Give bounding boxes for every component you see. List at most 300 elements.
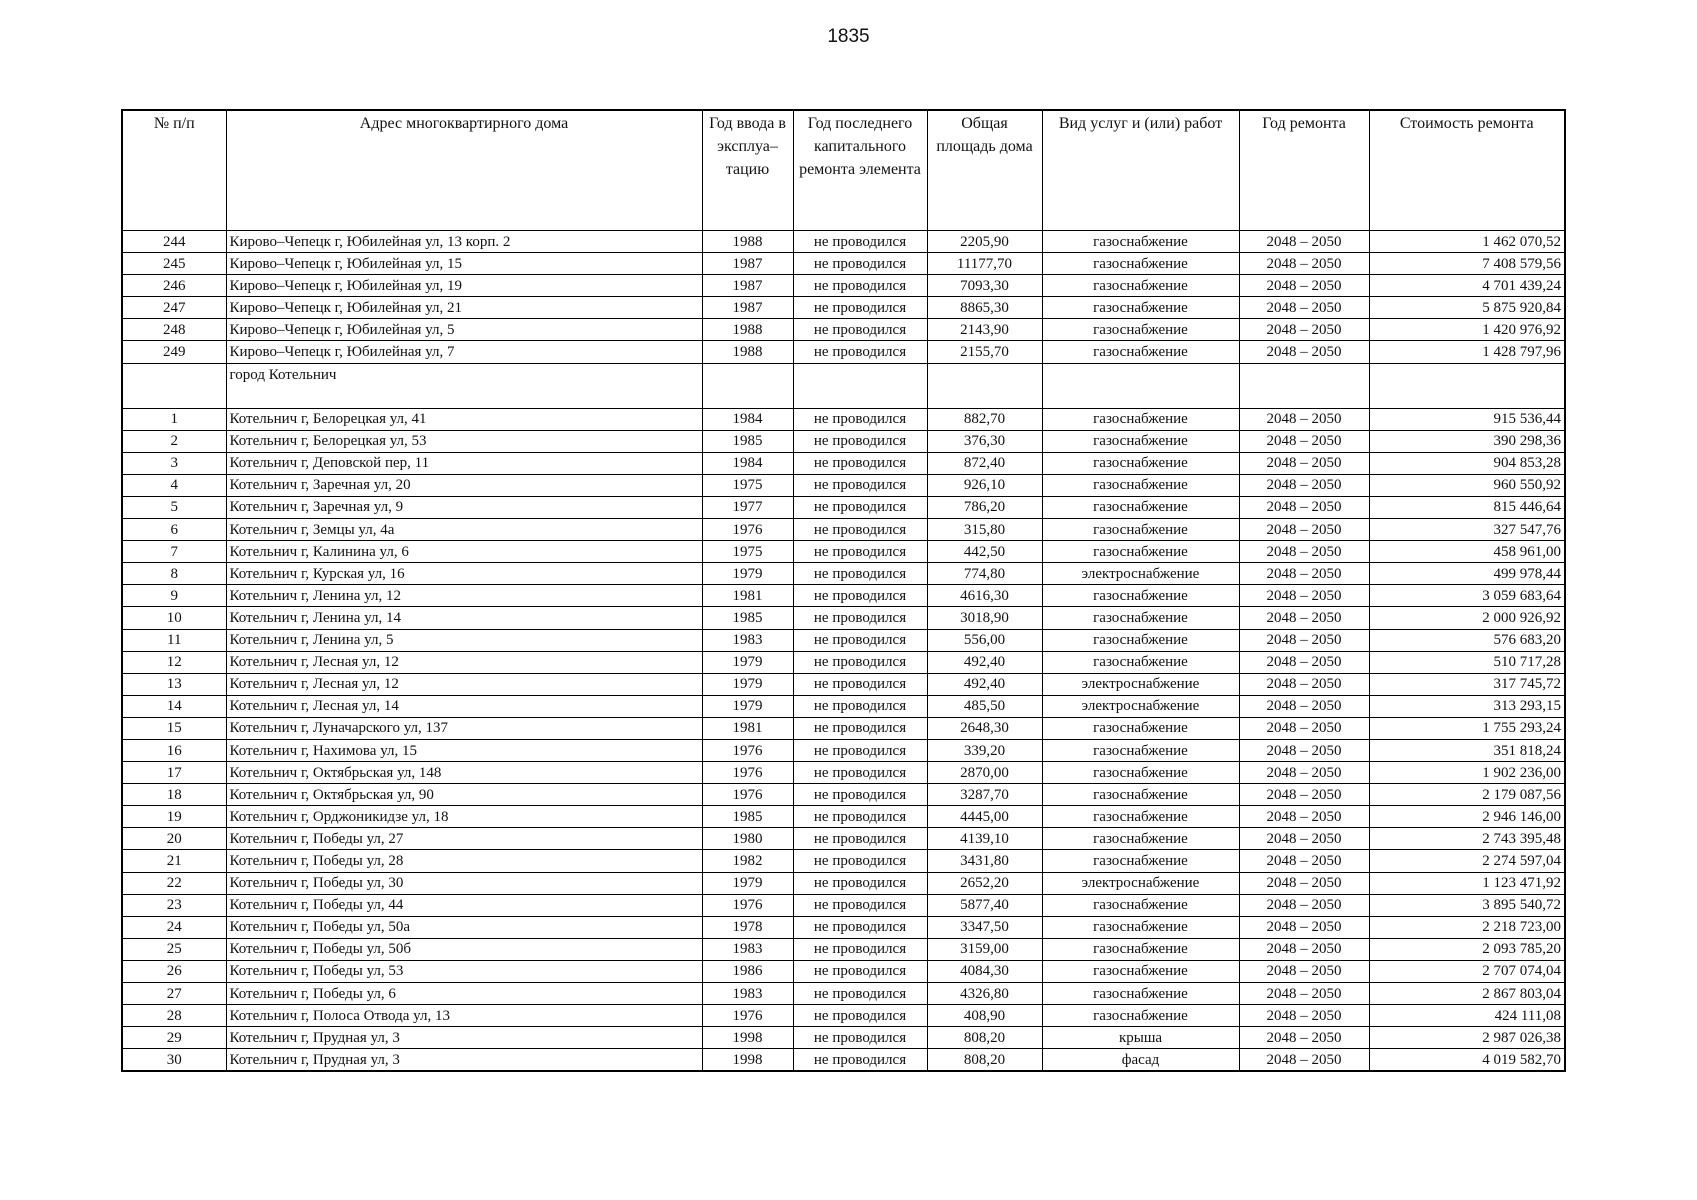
- cell-year-built: 1983: [702, 629, 793, 651]
- cell-num: 23: [122, 894, 226, 916]
- cell-last-repair: не проводился: [793, 695, 927, 717]
- cell-num: 9: [122, 585, 226, 607]
- cell-repair-period: 2048 – 2050: [1239, 563, 1369, 585]
- cell-last-repair: не проводился: [793, 784, 927, 806]
- table-row: [122, 629, 1565, 651]
- cell-area: 786,20: [927, 496, 1042, 518]
- table-body-after: [122, 408, 1565, 1071]
- table-row: [122, 828, 1565, 850]
- cell-year-built: 1979: [702, 673, 793, 695]
- cell-repair-period: 2048 – 2050: [1239, 496, 1369, 518]
- cell-num: 28: [122, 1005, 226, 1027]
- table-row: [122, 717, 1565, 739]
- table-row: [122, 297, 1565, 319]
- cell-last-repair: не проводился: [793, 894, 927, 916]
- cell-year-built: 1976: [702, 894, 793, 916]
- table-row: [122, 408, 1565, 430]
- cell-cost: 2 946 146,00: [1369, 806, 1565, 828]
- cell-cost: 2 987 026,38: [1369, 1027, 1565, 1049]
- cell-service: газоснабжение: [1042, 275, 1239, 297]
- cell-repair-period: 2048 – 2050: [1239, 695, 1369, 717]
- cell-service: газоснабжение: [1042, 585, 1239, 607]
- cell-year-built: 1976: [702, 1005, 793, 1027]
- section-cell: [927, 363, 1042, 408]
- table-row: [122, 519, 1565, 541]
- cell-last-repair: не проводился: [793, 430, 927, 452]
- cell-area: 3159,00: [927, 938, 1042, 960]
- table-row: [122, 430, 1565, 452]
- table-row: [122, 894, 1565, 916]
- cell-year-built: 1979: [702, 872, 793, 894]
- cell-cost: 458 961,00: [1369, 541, 1565, 563]
- cell-address: Котельнич г, Октябрьская ул, 148: [226, 762, 702, 784]
- cell-repair-period: 2048 – 2050: [1239, 541, 1369, 563]
- cell-address: Котельнич г, Орджоникидзе ул, 18: [226, 806, 702, 828]
- cell-last-repair: не проводился: [793, 253, 927, 275]
- cell-repair-period: 2048 – 2050: [1239, 319, 1369, 341]
- cell-service: газоснабжение: [1042, 319, 1239, 341]
- cell-cost: 1 755 293,24: [1369, 717, 1565, 739]
- table-row: [122, 850, 1565, 872]
- cell-area: 3018,90: [927, 607, 1042, 629]
- cell-service: газоснабжение: [1042, 762, 1239, 784]
- cell-area: 5877,40: [927, 894, 1042, 916]
- cell-service: газоснабжение: [1042, 474, 1239, 496]
- cell-service: газоснабжение: [1042, 651, 1239, 673]
- table-row: [122, 319, 1565, 341]
- cell-address: Котельнич г, Победы ул, 53: [226, 960, 702, 982]
- cell-last-repair: не проводился: [793, 938, 927, 960]
- cell-cost: 327 547,76: [1369, 519, 1565, 541]
- cell-area: 442,50: [927, 541, 1042, 563]
- cell-repair-period: 2048 – 2050: [1239, 297, 1369, 319]
- cell-area: 2870,00: [927, 762, 1042, 784]
- cell-address: Котельнич г, Победы ул, 50а: [226, 916, 702, 938]
- cell-area: 4445,00: [927, 806, 1042, 828]
- cell-service: газоснабжение: [1042, 607, 1239, 629]
- cell-last-repair: не проводился: [793, 585, 927, 607]
- cell-cost: 351 818,24: [1369, 739, 1565, 761]
- cell-service: газоснабжение: [1042, 496, 1239, 518]
- cell-last-repair: не проводился: [793, 541, 927, 563]
- cell-repair-period: 2048 – 2050: [1239, 828, 1369, 850]
- cell-last-repair: не проводился: [793, 673, 927, 695]
- cell-area: 872,40: [927, 452, 1042, 474]
- cell-cost: 1 428 797,96: [1369, 341, 1565, 363]
- cell-last-repair: не проводился: [793, 916, 927, 938]
- cell-repair-period: 2048 – 2050: [1239, 341, 1369, 363]
- cell-repair-period: 2048 – 2050: [1239, 850, 1369, 872]
- cell-year-built: 1988: [702, 231, 793, 253]
- cell-area: 2205,90: [927, 231, 1042, 253]
- cell-area: 4326,80: [927, 983, 1042, 1005]
- cell-last-repair: не проводился: [793, 717, 927, 739]
- cell-area: 4616,30: [927, 585, 1042, 607]
- cell-last-repair: не проводился: [793, 231, 927, 253]
- cell-repair-period: 2048 – 2050: [1239, 275, 1369, 297]
- cell-num: 20: [122, 828, 226, 850]
- cell-address: Кирово–Чепецк г, Юбилейная ул, 13 корп. 2: [226, 231, 702, 253]
- cell-repair-period: 2048 – 2050: [1239, 784, 1369, 806]
- cell-num: 16: [122, 739, 226, 761]
- section-row: [122, 363, 1565, 408]
- cell-num: 19: [122, 806, 226, 828]
- header-service: Вид услуг и (или) работ: [1042, 110, 1239, 231]
- cell-cost: 2 000 926,92: [1369, 607, 1565, 629]
- cell-repair-period: 2048 – 2050: [1239, 983, 1369, 1005]
- cell-repair-period: 2048 – 2050: [1239, 519, 1369, 541]
- cell-area: 882,70: [927, 408, 1042, 430]
- cell-address: Котельнич г, Нахимова ул, 15: [226, 739, 702, 761]
- cell-num: 248: [122, 319, 226, 341]
- cell-num: 2: [122, 430, 226, 452]
- cell-year-built: 1982: [702, 850, 793, 872]
- cell-cost: 2 743 395,48: [1369, 828, 1565, 850]
- cell-cost: 424 111,08: [1369, 1005, 1565, 1027]
- cell-repair-period: 2048 – 2050: [1239, 253, 1369, 275]
- header-repair-period: Год ремонта: [1239, 110, 1369, 231]
- cell-service: газоснабжение: [1042, 452, 1239, 474]
- cell-cost: 510 717,28: [1369, 651, 1565, 673]
- cell-address: Котельнич г, Лесная ул, 12: [226, 651, 702, 673]
- cell-last-repair: не проводился: [793, 341, 927, 363]
- cell-last-repair: не проводился: [793, 806, 927, 828]
- cell-service: газоснабжение: [1042, 430, 1239, 452]
- cell-last-repair: не проводился: [793, 1049, 927, 1072]
- cell-year-built: 1981: [702, 717, 793, 739]
- cell-area: 3431,80: [927, 850, 1042, 872]
- cell-num: 8: [122, 563, 226, 585]
- table-row: [122, 231, 1565, 253]
- section-body: [122, 363, 1565, 408]
- cell-cost: 3 059 683,64: [1369, 585, 1565, 607]
- cell-year-built: 1976: [702, 739, 793, 761]
- cell-service: газоснабжение: [1042, 1005, 1239, 1027]
- table-row: [122, 496, 1565, 518]
- cell-address: Котельнич г, Октябрьская ул, 90: [226, 784, 702, 806]
- cell-num: 246: [122, 275, 226, 297]
- page-number: 1835: [827, 26, 870, 47]
- cell-area: 376,30: [927, 430, 1042, 452]
- cell-repair-period: 2048 – 2050: [1239, 474, 1369, 496]
- cell-area: 4084,30: [927, 960, 1042, 982]
- cell-service: газоснабжение: [1042, 850, 1239, 872]
- cell-last-repair: не проводился: [793, 297, 927, 319]
- cell-num: 12: [122, 651, 226, 673]
- cell-service: газоснабжение: [1042, 916, 1239, 938]
- cell-num: 22: [122, 872, 226, 894]
- table-row: [122, 960, 1565, 982]
- cell-area: 808,20: [927, 1049, 1042, 1072]
- cell-area: 8865,30: [927, 297, 1042, 319]
- cell-area: 7093,30: [927, 275, 1042, 297]
- header-address: Адрес многоквартирного дома: [226, 110, 702, 231]
- cell-year-built: 1984: [702, 408, 793, 430]
- cell-area: 808,20: [927, 1027, 1042, 1049]
- cell-area: 2155,70: [927, 341, 1042, 363]
- cell-service: газоснабжение: [1042, 519, 1239, 541]
- cell-repair-period: 2048 – 2050: [1239, 960, 1369, 982]
- cell-area: 485,50: [927, 695, 1042, 717]
- cell-last-repair: не проводился: [793, 275, 927, 297]
- cell-num: 13: [122, 673, 226, 695]
- table-row: [122, 1027, 1565, 1049]
- cell-service: электроснабжение: [1042, 673, 1239, 695]
- section-title: город Котельнич: [226, 363, 702, 408]
- cell-service: фасад: [1042, 1049, 1239, 1072]
- cell-num: 29: [122, 1027, 226, 1049]
- cell-year-built: 1983: [702, 983, 793, 1005]
- cell-repair-period: 2048 – 2050: [1239, 607, 1369, 629]
- cell-num: 21: [122, 850, 226, 872]
- cell-service: газоснабжение: [1042, 806, 1239, 828]
- cell-num: 24: [122, 916, 226, 938]
- cell-cost: 1 902 236,00: [1369, 762, 1565, 784]
- cell-last-repair: не проводился: [793, 872, 927, 894]
- cell-address: Котельнич г, Победы ул, 6: [226, 983, 702, 1005]
- cell-repair-period: 2048 – 2050: [1239, 894, 1369, 916]
- cell-service: газоснабжение: [1042, 828, 1239, 850]
- section-cell: [702, 363, 793, 408]
- cell-last-repair: не проводился: [793, 474, 927, 496]
- cell-service: газоснабжение: [1042, 253, 1239, 275]
- cell-num: 244: [122, 231, 226, 253]
- cell-last-repair: не проводился: [793, 651, 927, 673]
- cell-year-built: 1998: [702, 1027, 793, 1049]
- cell-area: 2652,20: [927, 872, 1042, 894]
- cell-cost: 2 274 597,04: [1369, 850, 1565, 872]
- cell-last-repair: не проводился: [793, 496, 927, 518]
- cell-repair-period: 2048 – 2050: [1239, 673, 1369, 695]
- cell-cost: 1 462 070,52: [1369, 231, 1565, 253]
- cell-num: 25: [122, 938, 226, 960]
- cell-num: 3: [122, 452, 226, 474]
- cell-address: Кирово–Чепецк г, Юбилейная ул, 15: [226, 253, 702, 275]
- cell-address: Котельнич г, Белорецкая ул, 41: [226, 408, 702, 430]
- cell-repair-period: 2048 – 2050: [1239, 762, 1369, 784]
- table-row: [122, 1049, 1565, 1072]
- cell-address: Котельнич г, Белорецкая ул, 53: [226, 430, 702, 452]
- cell-address: Котельнич г, Победы ул, 28: [226, 850, 702, 872]
- cell-area: 11177,70: [927, 253, 1042, 275]
- section-cell: [1042, 363, 1239, 408]
- cell-address: Котельнич г, Заречная ул, 9: [226, 496, 702, 518]
- cell-address: Кирово–Чепецк г, Юбилейная ул, 7: [226, 341, 702, 363]
- cell-address: Котельнич г, Заречная ул, 20: [226, 474, 702, 496]
- cell-address: Котельнич г, Победы ул, 44: [226, 894, 702, 916]
- cell-service: электроснабжение: [1042, 872, 1239, 894]
- cell-last-repair: не проводился: [793, 408, 927, 430]
- cell-repair-period: 2048 – 2050: [1239, 430, 1369, 452]
- cell-address: Котельнич г, Лесная ул, 12: [226, 673, 702, 695]
- cell-service: газоснабжение: [1042, 739, 1239, 761]
- cell-last-repair: не проводился: [793, 960, 927, 982]
- cell-repair-period: 2048 – 2050: [1239, 1027, 1369, 1049]
- cell-repair-period: 2048 – 2050: [1239, 872, 1369, 894]
- cell-last-repair: не проводился: [793, 452, 927, 474]
- cell-year-built: 1976: [702, 762, 793, 784]
- cell-year-built: 1986: [702, 960, 793, 982]
- cell-area: 774,80: [927, 563, 1042, 585]
- cell-year-built: 1998: [702, 1049, 793, 1072]
- table-row: [122, 253, 1565, 275]
- cell-service: крыша: [1042, 1027, 1239, 1049]
- table-row: [122, 983, 1565, 1005]
- cell-address: Котельнич г, Курская ул, 16: [226, 563, 702, 585]
- table-row: [122, 872, 1565, 894]
- section-cell: [793, 363, 927, 408]
- header-area: Общая площадь дома: [927, 110, 1042, 231]
- cell-cost: 1 123 471,92: [1369, 872, 1565, 894]
- cell-service: газоснабжение: [1042, 408, 1239, 430]
- table-body-before: [122, 231, 1565, 364]
- cell-area: 3287,70: [927, 784, 1042, 806]
- cell-service: электроснабжение: [1042, 563, 1239, 585]
- table-row: [122, 695, 1565, 717]
- cell-address: Котельнич г, Победы ул, 27: [226, 828, 702, 850]
- cell-service: газоснабжение: [1042, 717, 1239, 739]
- cell-last-repair: не проводился: [793, 629, 927, 651]
- cell-last-repair: не проводился: [793, 319, 927, 341]
- cell-cost: 815 446,64: [1369, 496, 1565, 518]
- cell-repair-period: 2048 – 2050: [1239, 651, 1369, 673]
- cell-num: 247: [122, 297, 226, 319]
- section-cell-num: [122, 363, 226, 408]
- cell-address: Котельнич г, Земцы ул, 4а: [226, 519, 702, 541]
- cell-year-built: 1975: [702, 474, 793, 496]
- cell-year-built: 1985: [702, 806, 793, 828]
- cell-num: 4: [122, 474, 226, 496]
- cell-year-built: 1979: [702, 695, 793, 717]
- cell-last-repair: не проводился: [793, 519, 927, 541]
- table-row: [122, 651, 1565, 673]
- cell-service: газоснабжение: [1042, 541, 1239, 563]
- cell-year-built: 1976: [702, 519, 793, 541]
- table-row: [122, 275, 1565, 297]
- cell-num: 17: [122, 762, 226, 784]
- cell-repair-period: 2048 – 2050: [1239, 916, 1369, 938]
- cell-cost: 2 218 723,00: [1369, 916, 1565, 938]
- cell-year-built: 1976: [702, 784, 793, 806]
- cell-num: 5: [122, 496, 226, 518]
- cell-last-repair: не проводился: [793, 1027, 927, 1049]
- cell-address: Котельнич г, Прудная ул, 3: [226, 1049, 702, 1072]
- cell-address: Котельнич г, Ленина ул, 5: [226, 629, 702, 651]
- cell-cost: 1 420 976,92: [1369, 319, 1565, 341]
- header-last-repair: Год последнего капитального ремонта элемента: [793, 110, 927, 231]
- cell-repair-period: 2048 – 2050: [1239, 806, 1369, 828]
- cell-year-built: 1985: [702, 607, 793, 629]
- cell-cost: 317 745,72: [1369, 673, 1565, 695]
- cell-cost: 960 550,92: [1369, 474, 1565, 496]
- cell-cost: 313 293,15: [1369, 695, 1565, 717]
- cell-area: 408,90: [927, 1005, 1042, 1027]
- cell-last-repair: не проводился: [793, 762, 927, 784]
- cell-num: 30: [122, 1049, 226, 1072]
- cell-num: 11: [122, 629, 226, 651]
- table-row: [122, 563, 1565, 585]
- cell-address: Котельнич г, Луначарского ул, 137: [226, 717, 702, 739]
- cell-address: Котельнич г, Калинина ул, 6: [226, 541, 702, 563]
- cell-num: 1: [122, 408, 226, 430]
- cell-service: электроснабжение: [1042, 695, 1239, 717]
- cell-year-built: 1979: [702, 651, 793, 673]
- cell-num: 249: [122, 341, 226, 363]
- cell-area: 2143,90: [927, 319, 1042, 341]
- cell-num: 10: [122, 607, 226, 629]
- table-row: [122, 806, 1565, 828]
- cell-address: Котельнич г, Ленина ул, 14: [226, 607, 702, 629]
- cell-address: Кирово–Чепецк г, Юбилейная ул, 5: [226, 319, 702, 341]
- table-row: [122, 762, 1565, 784]
- table-header-row: [122, 110, 1565, 231]
- cell-service: газоснабжение: [1042, 231, 1239, 253]
- table-row: [122, 452, 1565, 474]
- cell-cost: 576 683,20: [1369, 629, 1565, 651]
- header-year-built: Год ввода в эксплуа– тацию: [702, 110, 793, 231]
- table-row: [122, 784, 1565, 806]
- cell-cost: 2 867 803,04: [1369, 983, 1565, 1005]
- cell-area: 4139,10: [927, 828, 1042, 850]
- cell-repair-period: 2048 – 2050: [1239, 739, 1369, 761]
- cell-cost: 499 978,44: [1369, 563, 1565, 585]
- table-row: [122, 1005, 1565, 1027]
- cell-area: 315,80: [927, 519, 1042, 541]
- cell-cost: 390 298,36: [1369, 430, 1565, 452]
- cell-last-repair: не проводился: [793, 1005, 927, 1027]
- cell-last-repair: не проводился: [793, 739, 927, 761]
- cell-address: Котельнич г, Полоса Отвода ул, 13: [226, 1005, 702, 1027]
- cell-cost: 2 707 074,04: [1369, 960, 1565, 982]
- cell-area: 556,00: [927, 629, 1042, 651]
- cell-address: Котельнич г, Лесная ул, 14: [226, 695, 702, 717]
- cell-service: газоснабжение: [1042, 938, 1239, 960]
- cell-year-built: 1979: [702, 563, 793, 585]
- cell-cost: 915 536,44: [1369, 408, 1565, 430]
- table-row: [122, 541, 1565, 563]
- cell-year-built: 1987: [702, 275, 793, 297]
- cell-cost: 4 019 582,70: [1369, 1049, 1565, 1072]
- cell-year-built: 1983: [702, 938, 793, 960]
- table-row: [122, 673, 1565, 695]
- cell-service: газоснабжение: [1042, 784, 1239, 806]
- cell-num: 7: [122, 541, 226, 563]
- cell-repair-period: 2048 – 2050: [1239, 231, 1369, 253]
- cell-repair-period: 2048 – 2050: [1239, 408, 1369, 430]
- section-cell: [1369, 363, 1565, 408]
- cell-year-built: 1987: [702, 297, 793, 319]
- cell-repair-period: 2048 – 2050: [1239, 1049, 1369, 1072]
- cell-year-built: 1978: [702, 916, 793, 938]
- section-cell: [1239, 363, 1369, 408]
- cell-repair-period: 2048 – 2050: [1239, 585, 1369, 607]
- cell-num: 26: [122, 960, 226, 982]
- repair-registry-table: [121, 109, 1566, 1072]
- header-num: № п/п: [122, 110, 226, 231]
- cell-year-built: 1987: [702, 253, 793, 275]
- cell-repair-period: 2048 – 2050: [1239, 938, 1369, 960]
- cell-area: 339,20: [927, 739, 1042, 761]
- cell-area: 492,40: [927, 651, 1042, 673]
- cell-address: Котельнич г, Деповской пер, 11: [226, 452, 702, 474]
- table-row: [122, 916, 1565, 938]
- cell-repair-period: 2048 – 2050: [1239, 629, 1369, 651]
- cell-address: Котельнич г, Победы ул, 50б: [226, 938, 702, 960]
- cell-num: 27: [122, 983, 226, 1005]
- cell-year-built: 1981: [702, 585, 793, 607]
- table-row: [122, 585, 1565, 607]
- cell-service: газоснабжение: [1042, 983, 1239, 1005]
